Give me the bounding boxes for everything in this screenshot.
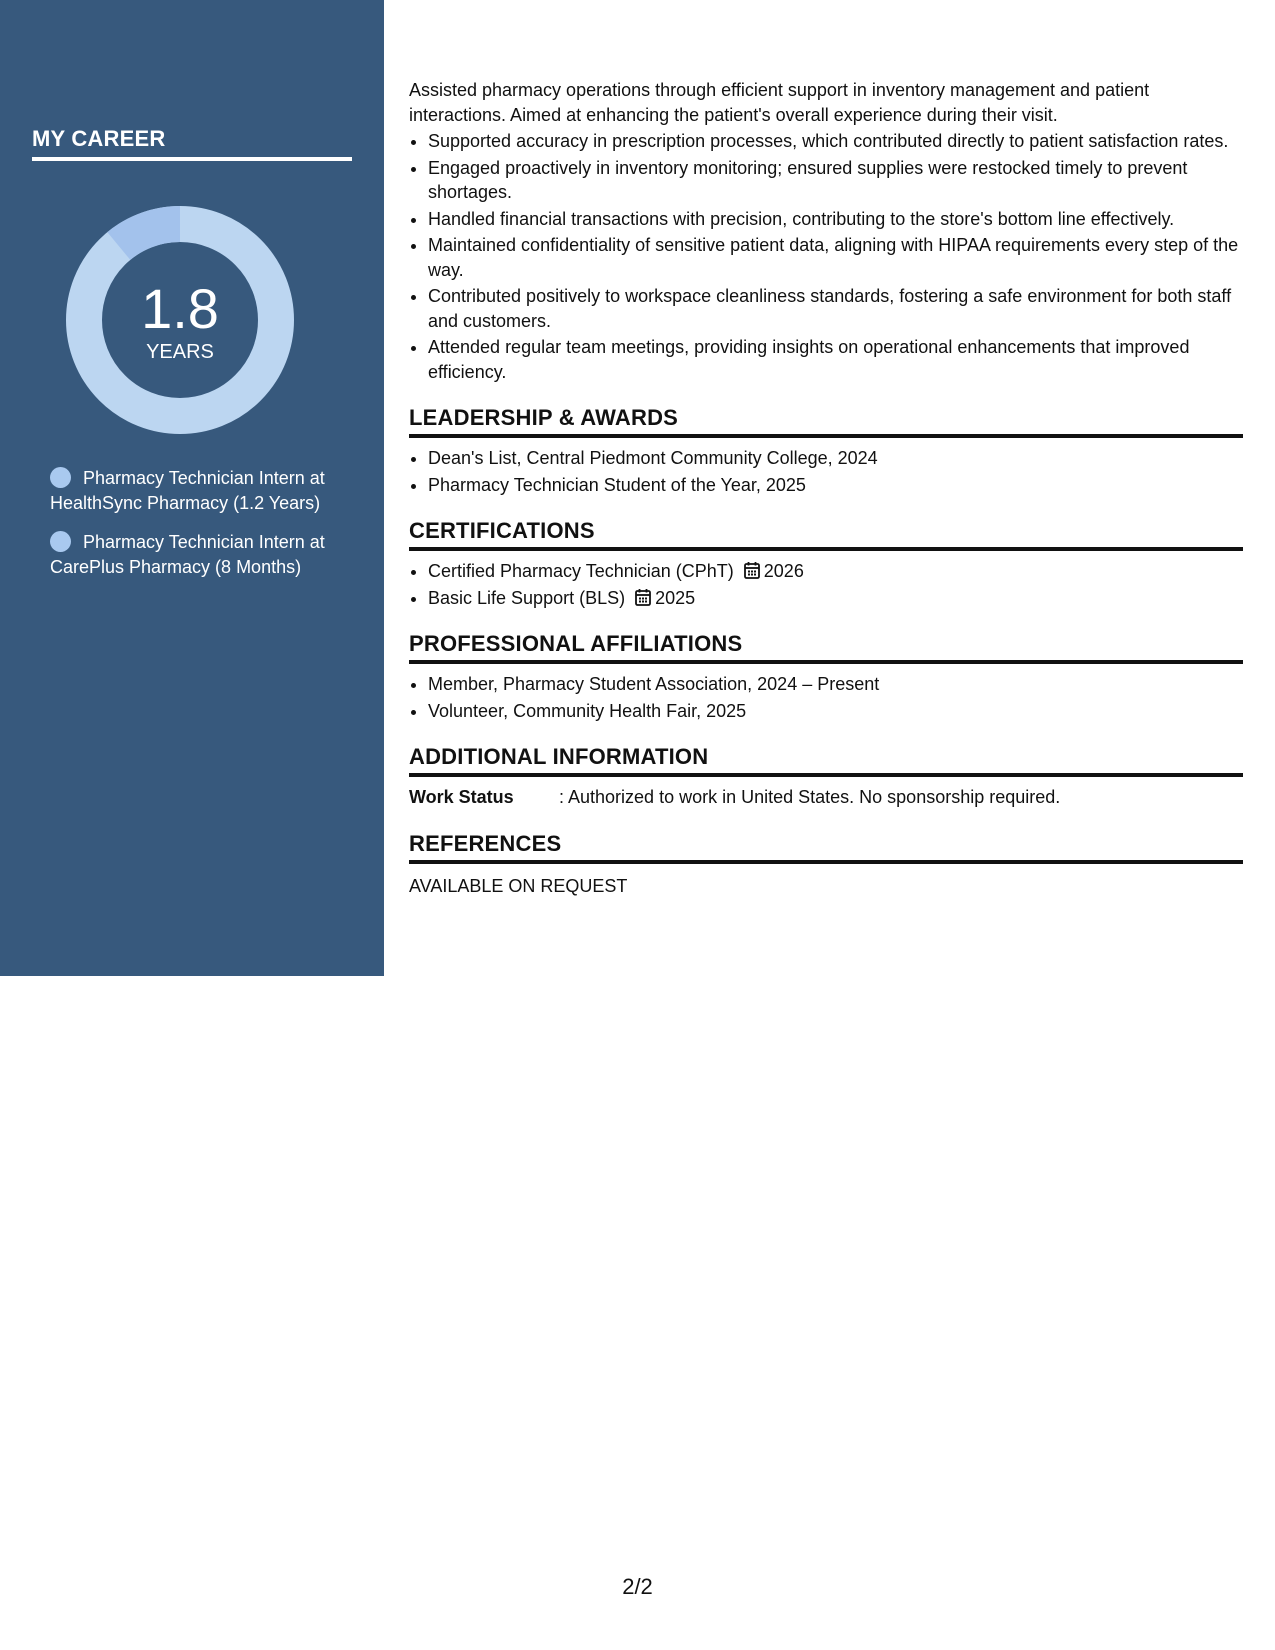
experience-intro: Assisted pharmacy operations through efficient support in inventory management and patient interactions. Aimed at enhancing the patient's overall experience during their visit.	[409, 80, 1150, 125]
references-text: AVAILABLE ON REQUEST	[409, 875, 628, 896]
bullet-dot-icon	[50, 531, 71, 552]
career-heading: MY CAREER	[32, 126, 352, 161]
list-item: • Dean's List, Central Piedmont Community College, 2024	[428, 446, 1243, 471]
certification-item	[428, 559, 1243, 584]
work-status-value: : Authorized to work in United States. No sponsorship required.	[559, 787, 1061, 807]
list-item: • Attended regular team meetings, providing insights on operational enhancements that improved efficiency.	[428, 335, 1243, 384]
list-item: • Supported accuracy in prescription processes, which contributed directly to patient satisfaction rates.	[428, 129, 1243, 154]
leadership-list	[409, 446, 1243, 497]
main-content	[409, 78, 1243, 898]
list-item: • Handled financial transactions with precision, contributing to the store's bottom line effectively.	[428, 207, 1243, 232]
leadership-heading: LEADERSHIP & AWARDS	[409, 404, 1243, 438]
career-job-text: Pharmacy Technician Intern at HealthSync Pharmacy (1.2 Years)	[50, 468, 325, 513]
career-job-text: Pharmacy Technician Intern at CarePlus Pharmacy (8 Months)	[50, 532, 325, 577]
certifications-list	[409, 559, 1243, 610]
list-item: • Engaged proactively in inventory monitoring; ensured supplies were restocked timely to prevent shortages.	[428, 156, 1243, 205]
calendar-icon	[635, 588, 651, 606]
career-job-list	[50, 466, 330, 594]
list-item: • Maintained confidentiality of sensitive patient data, aligning with HIPAA requirements every step of the way.	[428, 233, 1243, 282]
sidebar	[0, 0, 384, 976]
affiliations-heading: PROFESSIONAL AFFILIATIONS	[409, 630, 1243, 664]
references-heading: REFERENCES	[409, 830, 1243, 864]
page-number: 2/2	[622, 1574, 653, 1599]
additional-info-heading: ADDITIONAL INFORMATION	[409, 743, 1243, 777]
career-years-value: 1.8	[141, 276, 219, 340]
work-status-row	[409, 785, 1243, 810]
certification-name: Certified Pharmacy Technician (CPhT)	[428, 561, 734, 581]
list-item: • Member, Pharmacy Student Association, 2024 – Present	[428, 672, 1243, 697]
career-job-item	[50, 530, 330, 579]
bullet-dot-icon	[50, 467, 71, 488]
certification-item	[428, 586, 1243, 611]
list-item: • Pharmacy Technician Student of the Year, 2025	[428, 473, 1243, 498]
certifications-heading: CERTIFICATIONS	[409, 517, 1243, 551]
career-total	[66, 206, 294, 434]
list-item: • Contributed positively to workspace cleanliness standards, fostering a safe environment for both staff and customers.	[428, 284, 1243, 333]
experience-bullets	[409, 129, 1243, 384]
list-item: • Volunteer, Community Health Fair, 2025	[428, 699, 1243, 724]
work-status-label: Work Status	[409, 787, 514, 807]
certification-year: 2026	[763, 561, 804, 581]
affiliations-list	[409, 672, 1243, 723]
career-years-unit: YEARS	[146, 340, 214, 363]
certification-year: 2025	[655, 587, 696, 608]
calendar-icon	[744, 561, 760, 579]
certification-name: Basic Life Support (BLS)	[428, 587, 626, 608]
career-job-item	[50, 466, 330, 515]
